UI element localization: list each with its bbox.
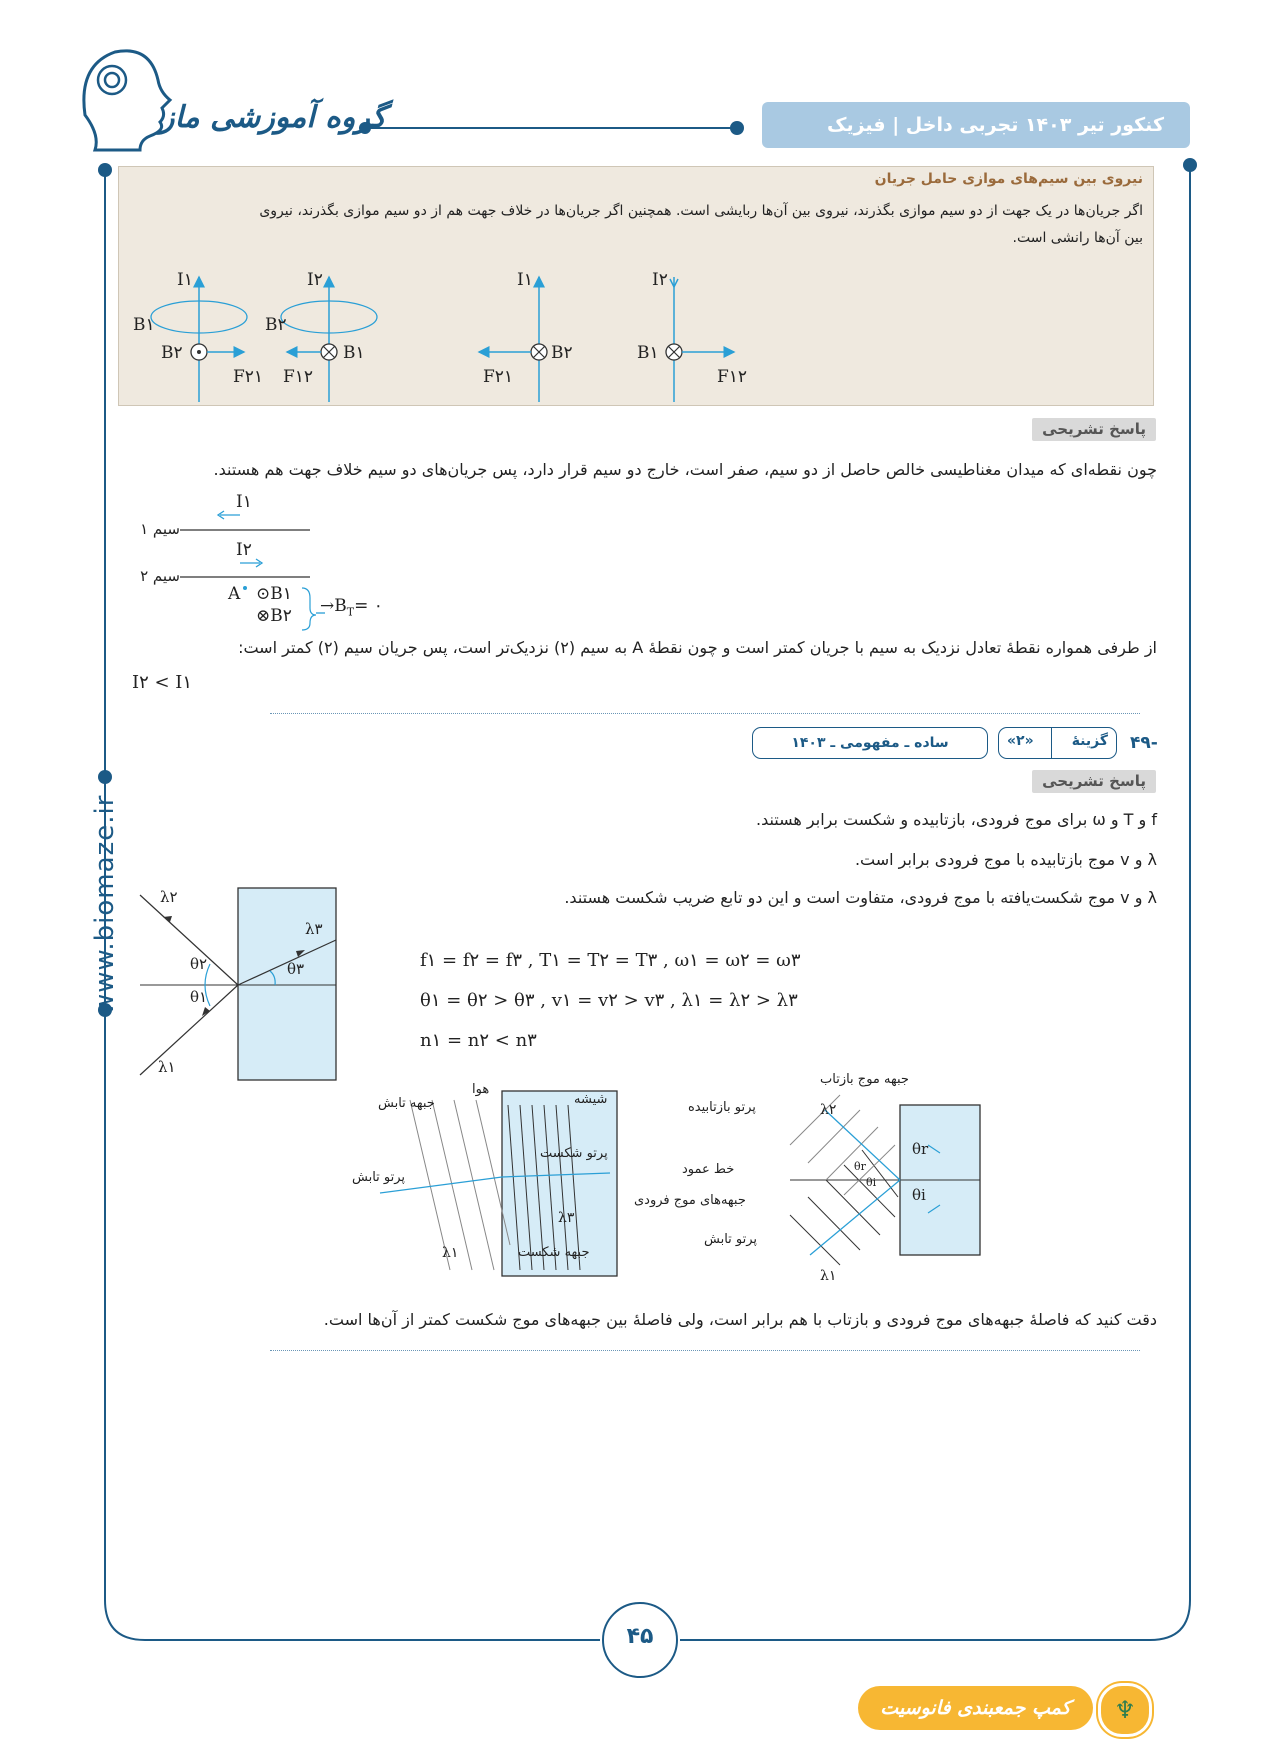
fig-B2-a: B۲ [265, 315, 287, 335]
dia1-lambda2: λ۲ [160, 888, 178, 906]
fig-B2-b: B۲ [161, 343, 183, 363]
total-field [320, 596, 383, 618]
dia2-incident-front: جبهه تابش [378, 1096, 435, 1111]
wire-1-label: سیم ۱ [140, 520, 180, 538]
refraction-diagram [130, 880, 360, 1085]
fig-B2-c: B۲ [551, 343, 573, 363]
note-line-1: اگر جریان‌ها در یک جهت از دو سیم موازی بگذرند، نیروی بین آن‌ها ربایشی است. همچنین اگر جریان‌ها در خلاف جهت هم از دو سیم موازی بگذرند، نیروی [259, 203, 1143, 219]
parallel-wires-figure [119, 267, 1153, 405]
q49-option-label: گزینهٔ [1071, 733, 1108, 749]
dia3-incident-fronts: جبهه‌های موج فرودی [634, 1193, 746, 1208]
wire-2-current: I۲ [236, 540, 252, 560]
fig-F21-b: F۲۱ [483, 367, 514, 387]
dia1-theta3: θ۳ [287, 960, 305, 978]
fig-I2-a: I۲ [307, 270, 323, 290]
otimes-B2: ⊗B۲ [256, 606, 292, 626]
formula-2: θ۱ = θ۲ > θ۳ , v۱ = v۲ > v۳ , λ۱ = λ۲ > λ۳ [420, 990, 798, 1011]
fig-B1-b: B۱ [343, 343, 365, 363]
divider-2 [270, 1350, 1140, 1351]
dia1-theta1: θ۱ [190, 988, 208, 1006]
pill-divider [1051, 728, 1052, 758]
dia1-lambda1: λ۱ [158, 1058, 176, 1076]
note-line-2: بین آن‌ها رانشی است. [1012, 230, 1143, 246]
divider-1 [270, 713, 1140, 714]
fig-F12-a: F۱۲ [283, 367, 314, 387]
q49-line-3: λ و v موج شکست‌یافته با موج فرودی، متفاوت است و این دو تابع ضریب شکست هستند. [564, 888, 1157, 907]
header-title-text: کنکور تیر ۱۴۰۳ تجربی داخل | فیزیک [827, 114, 1164, 136]
side-url: www.biomaze.ir [90, 794, 120, 1015]
dia2-air: هوا [472, 1082, 490, 1097]
q49-answer-pill [998, 727, 1117, 759]
dia2-lambda3: λ۳ [558, 1210, 575, 1226]
footer-badge-pill [858, 1686, 1093, 1730]
dia3-lambda1: λ۱ [820, 1268, 837, 1284]
dia3-normal-line: خط عمود [682, 1162, 735, 1177]
dia2-incident-ray: پرتو تابش [352, 1170, 406, 1185]
fig-I1-b: I۱ [517, 270, 533, 290]
answer-label-1: پاسخ تشریحی [1032, 418, 1156, 441]
q49-line-2: λ و v موج بازتابیده با موج فرودی برابر است. [854, 850, 1157, 869]
fig-I1-a: I۱ [177, 270, 193, 290]
fig-F12-b: F۱۲ [717, 367, 748, 387]
note-title: نیروی بین سیم‌های موازی حامل جریان [874, 171, 1143, 187]
fig-F21-a: F۲۱ [233, 367, 264, 387]
dia3-incident-ray: پرتو تابش [704, 1232, 758, 1247]
dia3-reflected-front: جبهه موج بازتاب [820, 1072, 909, 1087]
dia3-theta-r: θr [912, 1140, 929, 1158]
dia3-theta-r-small: θr [854, 1160, 866, 1173]
dia2-refracted-ray: پرتو شکست [540, 1146, 608, 1161]
q49-line-1: f و T و ω برای موج فرودی، بازتابیده و شکست برابر هستند. [755, 810, 1157, 829]
answer-label-2: پاسخ تشریحی [1032, 770, 1156, 793]
q49-number: ۴۹- [1130, 733, 1158, 753]
dia3-theta-i: θi [912, 1186, 926, 1204]
fig-B1-c: B۱ [637, 343, 659, 363]
formula-3: n۱ = n۲ < n۳ [420, 1030, 537, 1051]
total-field-eq: = ۰ [354, 596, 383, 616]
dia3-theta-i-small: θi [866, 1176, 877, 1189]
q48-result: I۲ < I۱ [132, 672, 193, 693]
footer-badge-text: کمپ جمعبندی فانوسیت [880, 1697, 1071, 1719]
q48-paragraph-1: چون نقطه‌ای که میدان مغناطیسی خالص حاصل از دو سیم، صفر است، خارج دو سیم قرار دارد، پس جریان‌های دو سیم خلاف جهت هم هستند. [213, 460, 1157, 479]
formula-1: f۱ = f۲ = f۳ , T۱ = T۲ = T۳ , ω۱ = ω۲ = ω۳ [420, 950, 801, 971]
dia1-lambda3: λ۳ [305, 920, 323, 938]
lantern-icon: ♆ [1098, 1683, 1152, 1737]
odot-B1: ⊙B۱ [256, 584, 292, 604]
dia3-reflected-ray: پرتو بازتابیده [688, 1100, 756, 1115]
page-number: ۴۵ [626, 1624, 654, 1649]
q49-option-value: «۲» [1007, 733, 1034, 749]
logo-text: گروه آموزشی ماز [160, 100, 387, 135]
dia1-theta2: θ۲ [190, 955, 208, 973]
q49-conclusion: دقت کنید که فاصلهٔ جبهه‌های موج فرودی و بازتاب با هم برابر است، ولی فاصلهٔ بین جبهه‌های موج شکست کمتر از آن‌ها است. [323, 1310, 1157, 1329]
dia2-refracted-front: جبهه شکست [518, 1245, 590, 1260]
wire-1-current: I۱ [236, 492, 252, 512]
q49-difficulty-pill [752, 727, 988, 759]
total-field-symbol: →B [320, 596, 347, 616]
q49-difficulty: ساده ـ مفهومی ـ ۱۴۰۳ [791, 735, 949, 751]
note-box [118, 166, 1154, 406]
dia2-lambda1: λ۱ [442, 1245, 459, 1261]
fig-I2-b: I۲ [652, 270, 668, 290]
fig-B1-a: B۱ [133, 315, 155, 335]
dia3-lambda2: λ۲ [820, 1102, 837, 1118]
dia2-glass: شیشه [574, 1092, 608, 1107]
header-title [762, 102, 1190, 148]
q48-paragraph-2: از طرفی همواره نقطهٔ تعادل نزدیک به سیم با جریان کمتر است و چون نقطهٔ A به سیم (۲) نزدیک‌تر است، پس جریان سیم (۲) کمتر است: [238, 638, 1157, 657]
total-field-sub: T [346, 605, 355, 619]
wire-2-label: سیم ۲ [140, 567, 180, 585]
footer-badge [858, 1683, 1148, 1733]
point-A-label: A [228, 584, 241, 604]
wavefront-reflection-diagram [770, 1085, 1020, 1285]
